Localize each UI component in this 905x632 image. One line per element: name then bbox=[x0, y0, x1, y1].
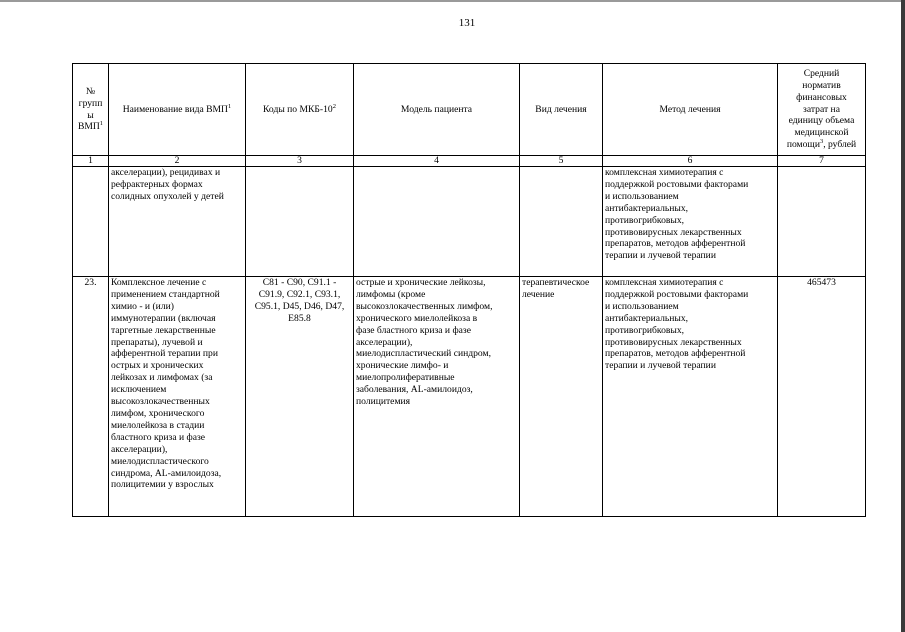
header-treatment-kind: Вид лечения bbox=[520, 64, 603, 156]
column-number: 5 bbox=[520, 156, 603, 167]
cell-average-cost: 465473 bbox=[778, 277, 866, 517]
column-number: 3 bbox=[246, 156, 354, 167]
column-number: 4 bbox=[354, 156, 520, 167]
cell-patient-model bbox=[354, 167, 520, 277]
page-number: 131 bbox=[458, 17, 476, 29]
cell-treatment-kind: терапевтическое лечение bbox=[520, 277, 603, 517]
column-number: 1 bbox=[73, 156, 109, 167]
column-number: 2 bbox=[109, 156, 246, 167]
header-average-cost: Средний норматив финансовых затрат на единицу объема медицинской помощи$^3$, рублей bbox=[778, 64, 866, 156]
cell-icd-codes bbox=[246, 167, 354, 277]
cell-average-cost bbox=[778, 167, 866, 277]
header-icd-codes: Коды по МКБ-$10^2$ bbox=[246, 64, 354, 156]
cell-icd-codes: C81 - C90, C91.1 - C91.9, C92.1, C93.1, C95.1, D45, D46, D47, E85.8 bbox=[246, 277, 354, 517]
header-treatment-method: Метод лечения bbox=[603, 64, 778, 156]
scan-right-edge bbox=[901, 0, 905, 632]
cell-treatment-method: комплексная химиотерапия с поддержкой ростовыми факторами и использованием антибактериальных, противогрибковых, противовирусных лекарственных препаратов, методов афферентной терапии и лучевой терапии bbox=[603, 167, 778, 277]
header-group-number: № групп ы ВМП$^1$ bbox=[73, 64, 109, 156]
cell-treatment-method: комплексная химиотерапия с поддержкой ростовыми факторами и использованием антибактериальных, противогрибковых, противовирусных лекарственных препаратов, методов афферентной терапии и лучевой терапии bbox=[603, 277, 778, 517]
scan-top-edge bbox=[0, 0, 905, 2]
cell-group-number bbox=[73, 167, 109, 277]
table-row bbox=[73, 277, 866, 517]
header-patient-model: Модель пациента bbox=[354, 64, 520, 156]
column-number: 6 bbox=[603, 156, 778, 167]
vmp-table bbox=[72, 63, 866, 517]
table-row bbox=[73, 167, 866, 277]
column-number-row bbox=[73, 156, 866, 167]
cell-patient-model: острые и хронические лейкозы, лимфомы (кроме высокозлокачественных лимфом, хронического миелолейкоза в фазе бластного криза и фазе акселерации), миелодиспластический синдром, хронические лимфо- и миелопролиферативные заболевания, AL-амилоидоз, полицитемия bbox=[354, 277, 520, 517]
cell-group-number: 23. bbox=[73, 277, 109, 517]
cell-vmp-name: Комплексное лечение с применением стандартной химио - и (или) иммунотерапии (включая таргетные лекарственные препараты), лучевой и афферентной терапии при острых и хронических лейкозах и лимфомах (за исключением высокозлокачественных лимфом, хронического миелолейкоза в стадии бластного криза и фазе акселерации), миелодиспластического синдрома, AL-амилоидоза, полицитемии у взрослых bbox=[109, 277, 246, 517]
cell-vmp-name: акселерации), рецидивах и рефрактерных формах солидных опухолей у детей bbox=[109, 167, 246, 277]
column-number: 7 bbox=[778, 156, 866, 167]
header-row bbox=[73, 64, 866, 156]
header-vmp-name: Наименование вида ВМП$^1$ bbox=[109, 64, 246, 156]
cell-treatment-kind bbox=[520, 167, 603, 277]
